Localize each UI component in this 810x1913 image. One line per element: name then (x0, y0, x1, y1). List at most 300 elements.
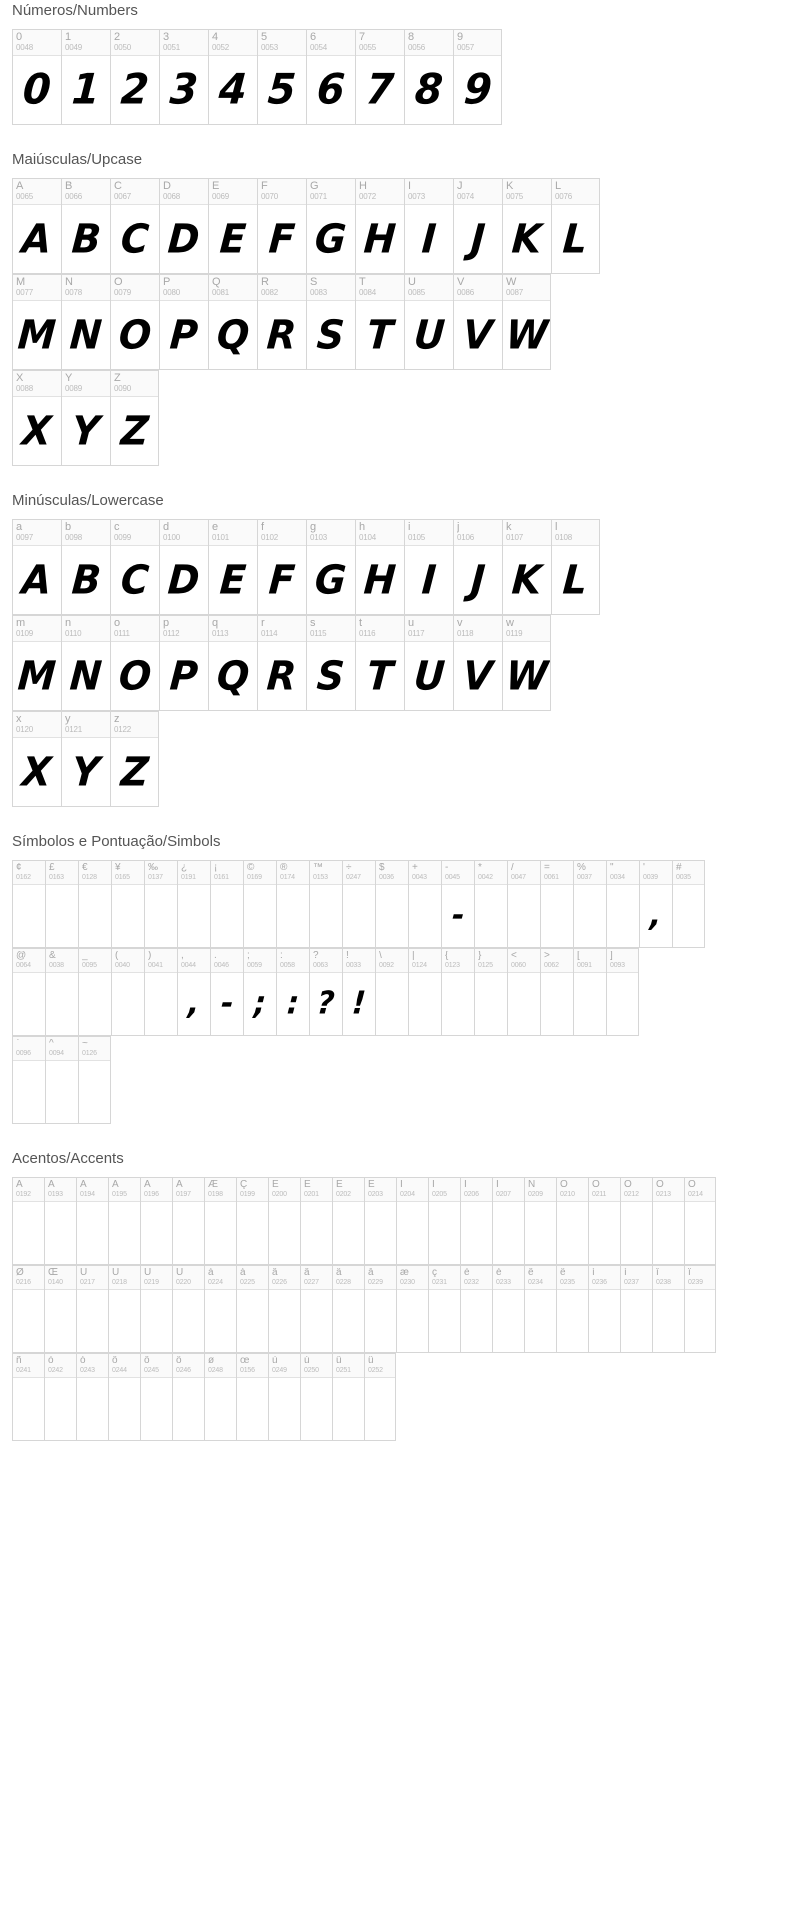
glyph-cell[interactable] (12, 860, 45, 948)
glyph-code-label: 0118 (457, 629, 474, 638)
glyph-char-label: é (496, 1268, 502, 1278)
glyph-cell[interactable] (61, 615, 110, 711)
glyph-char-label: J (457, 181, 463, 192)
glyph-char-label: î (656, 1268, 659, 1278)
glyph-cell[interactable] (44, 1353, 76, 1441)
glyph-char-label: y (65, 714, 71, 725)
glyph-cell[interactable] (428, 1265, 460, 1353)
glyph-cell[interactable] (404, 519, 453, 615)
glyph-char-label: Ç (240, 1180, 248, 1190)
glyph-cell-header (62, 520, 110, 546)
glyph-cell[interactable] (556, 1265, 588, 1353)
glyph-row (0, 1177, 810, 1265)
glyph-sample: - (219, 985, 235, 1022)
glyph-cell[interactable] (61, 519, 110, 615)
glyph-preview (13, 546, 61, 614)
glyph-cell[interactable] (620, 1265, 652, 1353)
glyph-cell[interactable] (257, 29, 306, 125)
glyph-cell[interactable] (159, 519, 208, 615)
glyph-cell[interactable] (355, 274, 404, 370)
glyph-cell[interactable] (268, 1177, 300, 1265)
glyph-cell[interactable] (243, 860, 276, 948)
glyph-cell[interactable] (332, 1177, 364, 1265)
glyph-cell-header (405, 520, 453, 546)
glyph-cell[interactable] (45, 860, 78, 948)
glyph-cell[interactable] (684, 1177, 716, 1265)
glyph-preview (607, 973, 638, 1035)
glyph-preview (111, 301, 159, 369)
glyph-cell[interactable] (404, 178, 453, 274)
glyph-code-label: 0251 (336, 1367, 351, 1374)
glyph-cell[interactable] (453, 178, 502, 274)
glyph-cell[interactable] (111, 860, 144, 948)
glyph-char-label: b (65, 522, 72, 533)
glyph-cell[interactable] (588, 1177, 620, 1265)
glyph-preview (211, 973, 243, 1035)
glyph-cell[interactable] (620, 1177, 652, 1265)
glyph-code-label: 0229 (368, 1279, 383, 1286)
glyph-cell[interactable] (110, 29, 159, 125)
glyph-cell[interactable] (300, 1353, 332, 1441)
glyph-cell[interactable] (524, 1265, 556, 1353)
glyph-char-label: : (280, 951, 283, 961)
glyph-cell[interactable] (606, 948, 639, 1036)
glyph-cell[interactable] (144, 948, 177, 1036)
glyph-sample: 9 (461, 65, 494, 115)
glyph-cell[interactable] (502, 519, 551, 615)
glyph-cell[interactable] (540, 948, 573, 1036)
glyph-cell[interactable] (208, 29, 257, 125)
glyph-preview (301, 1378, 332, 1440)
glyph-code-label: 0035 (676, 874, 691, 881)
glyph-cell[interactable] (474, 948, 507, 1036)
glyph-preview (307, 546, 355, 614)
glyph-sample: T (365, 652, 395, 700)
glyph-cell-header (503, 616, 550, 642)
glyph-cell[interactable] (12, 29, 61, 125)
glyph-code-label: 0064 (16, 962, 31, 969)
glyph-cell-header (237, 1178, 268, 1202)
glyph-sample: U (411, 652, 447, 700)
glyph-cell[interactable] (159, 615, 208, 711)
glyph-cell[interactable] (507, 860, 540, 948)
glyph-code-label: 0247 (346, 874, 361, 881)
glyph-code-label: 0046 (214, 962, 229, 969)
glyph-cell[interactable] (45, 1036, 78, 1124)
glyph-preview (62, 397, 110, 465)
glyph-cell[interactable] (502, 178, 551, 274)
glyph-preview (552, 205, 599, 273)
glyph-cell[interactable] (12, 948, 45, 1036)
glyph-cell[interactable] (110, 711, 159, 807)
glyph-cell[interactable] (408, 948, 441, 1036)
glyph-code-label: 0120 (16, 725, 33, 734)
glyph-cell[interactable] (159, 29, 208, 125)
glyph-cell[interactable] (588, 1265, 620, 1353)
glyph-cell[interactable] (44, 1265, 76, 1353)
glyph-cell[interactable] (110, 178, 159, 274)
glyph-char-label: C (114, 181, 122, 192)
glyph-cell[interactable] (306, 519, 355, 615)
glyph-char-label: Ê (336, 1180, 343, 1190)
glyph-section (0, 833, 810, 1124)
glyph-cell[interactable] (606, 860, 639, 948)
glyph-sample: J (469, 215, 487, 263)
glyph-cell-header (301, 1266, 332, 1290)
glyph-char-label: L (555, 181, 562, 192)
glyph-cell[interactable] (12, 1353, 44, 1441)
glyph-cell[interactable] (159, 274, 208, 370)
glyph-cell[interactable] (236, 1265, 268, 1353)
glyph-cell[interactable] (342, 860, 375, 948)
glyph-cell[interactable] (355, 615, 404, 711)
glyph-cell[interactable] (268, 1353, 300, 1441)
glyph-cell[interactable] (110, 615, 159, 711)
glyph-cell[interactable] (375, 948, 408, 1036)
glyph-preview (621, 1202, 652, 1264)
glyph-char-label: ç (432, 1268, 437, 1278)
glyph-code-label: 0125 (478, 962, 493, 969)
glyph-cell[interactable] (204, 1265, 236, 1353)
glyph-cell[interactable] (355, 519, 404, 615)
glyph-char-label: ó (80, 1356, 86, 1366)
glyph-code-label: 0033 (346, 962, 361, 969)
glyph-cell[interactable] (78, 948, 111, 1036)
glyph-sample: G (313, 556, 349, 604)
glyph-cell-header (525, 1178, 556, 1202)
glyph-cell-header (409, 861, 441, 885)
glyph-char-label: Å (176, 1180, 183, 1190)
glyph-sample: S (315, 652, 347, 700)
glyph-cell[interactable] (453, 274, 502, 370)
glyph-cell[interactable] (140, 1177, 172, 1265)
glyph-cell[interactable] (332, 1265, 364, 1353)
glyph-cell[interactable] (111, 948, 144, 1036)
glyph-cell[interactable] (108, 1177, 140, 1265)
glyph-cell[interactable] (306, 274, 355, 370)
glyph-cell-header (79, 949, 111, 973)
glyph-cell[interactable] (684, 1265, 716, 1353)
glyph-cell[interactable] (172, 1177, 204, 1265)
glyph-cell[interactable] (364, 1177, 396, 1265)
glyph-cell-header (653, 1178, 684, 1202)
glyph-cell[interactable] (78, 860, 111, 948)
glyph-row (0, 274, 810, 370)
glyph-cell-header (307, 30, 355, 56)
glyph-cell[interactable] (364, 1353, 396, 1441)
glyph-cell[interactable] (492, 1177, 524, 1265)
glyph-cell[interactable] (12, 1177, 44, 1265)
glyph-code-label: 0225 (240, 1279, 255, 1286)
glyph-preview (356, 301, 404, 369)
glyph-sample: L (561, 556, 590, 604)
glyph-sample: F (267, 215, 297, 263)
glyph-cell[interactable] (12, 711, 61, 807)
glyph-code-label: 0197 (176, 1191, 191, 1198)
glyph-cell[interactable] (172, 1353, 204, 1441)
glyph-cell-header (429, 1266, 460, 1290)
glyph-preview (493, 1202, 524, 1264)
glyph-cell-header (277, 949, 309, 973)
glyph-char-label: 2 (114, 32, 121, 43)
glyph-cell[interactable] (12, 519, 61, 615)
glyph-cell[interactable] (236, 1177, 268, 1265)
glyph-cell[interactable] (61, 711, 110, 807)
glyph-cell[interactable] (172, 1265, 204, 1353)
glyph-char-label: Z (114, 373, 121, 384)
glyph-cell[interactable] (375, 860, 408, 948)
glyph-cell[interactable] (573, 860, 606, 948)
glyph-cell[interactable] (404, 615, 453, 711)
glyph-cell-header (307, 616, 355, 642)
glyph-code-label: 0052 (212, 43, 229, 52)
glyph-char-label: s (310, 618, 316, 629)
glyph-cell-header (237, 1266, 268, 1290)
glyph-sample: N (68, 652, 104, 700)
glyph-cell[interactable] (639, 860, 672, 948)
glyph-preview (237, 1202, 268, 1264)
glyph-code-label: 0063 (313, 962, 328, 969)
glyph-sample: Q (215, 311, 251, 359)
glyph-cell[interactable] (502, 615, 551, 711)
glyph-cell[interactable] (428, 1177, 460, 1265)
glyph-preview (557, 1202, 588, 1264)
glyph-cell[interactable] (404, 29, 453, 125)
glyph-cell[interactable] (441, 860, 474, 948)
glyph-sample: J (469, 556, 487, 604)
glyph-cell[interactable] (342, 948, 375, 1036)
glyph-cell[interactable] (306, 29, 355, 125)
glyph-preview (112, 885, 144, 947)
glyph-cell-header (145, 949, 177, 973)
glyph-cell[interactable] (110, 274, 159, 370)
glyph-char-label: 8 (408, 32, 415, 43)
glyph-cell[interactable] (110, 370, 159, 466)
glyph-cell[interactable] (404, 274, 453, 370)
glyph-preview (160, 546, 208, 614)
glyph-cell[interactable] (540, 860, 573, 948)
glyph-char-label: . (214, 951, 217, 961)
glyph-cell[interactable] (268, 1265, 300, 1353)
glyph-cell[interactable] (61, 370, 110, 466)
glyph-code-label: 0203 (368, 1191, 383, 1198)
glyph-cell[interactable] (208, 519, 257, 615)
glyph-cell[interactable] (453, 519, 502, 615)
glyph-char-label: ã (304, 1268, 310, 1278)
glyph-cell[interactable] (408, 860, 441, 948)
glyph-cell[interactable] (61, 178, 110, 274)
glyph-cell[interactable] (257, 178, 306, 274)
glyph-cell[interactable] (210, 948, 243, 1036)
glyph-sample: : (285, 985, 301, 1022)
glyph-cell[interactable] (12, 274, 61, 370)
glyph-row (0, 519, 810, 615)
glyph-cell-header (244, 861, 276, 885)
glyph-code-label: 0235 (560, 1279, 575, 1286)
glyph-cell[interactable] (44, 1177, 76, 1265)
glyph-cell[interactable] (243, 948, 276, 1036)
glyph-cell[interactable] (460, 1265, 492, 1353)
glyph-cell[interactable] (524, 1177, 556, 1265)
glyph-cell[interactable] (257, 615, 306, 711)
glyph-cell-header (173, 1178, 204, 1202)
glyph-code-label: 0039 (643, 874, 658, 881)
glyph-preview (62, 205, 110, 273)
glyph-code-label: 0078 (65, 288, 82, 297)
glyph-cell[interactable] (652, 1177, 684, 1265)
glyph-cell[interactable] (257, 519, 306, 615)
glyph-cell[interactable] (12, 370, 61, 466)
glyph-preview (77, 1290, 108, 1352)
glyph-char-label: w (506, 618, 514, 629)
glyph-cell[interactable] (204, 1353, 236, 1441)
glyph-cell[interactable] (208, 178, 257, 274)
glyph-cell[interactable] (396, 1265, 428, 1353)
glyph-cell[interactable] (204, 1177, 236, 1265)
glyph-cell-header (301, 1354, 332, 1378)
glyph-cell-header (301, 1178, 332, 1202)
glyph-cell[interactable] (210, 860, 243, 948)
glyph-cell[interactable] (672, 860, 705, 948)
glyph-cell[interactable] (12, 1036, 45, 1124)
glyph-cell[interactable] (177, 948, 210, 1036)
glyph-cell[interactable] (236, 1353, 268, 1441)
glyph-code-label: 0034 (610, 874, 625, 881)
glyph-cell[interactable] (76, 1177, 108, 1265)
glyph-cell[interactable] (276, 948, 309, 1036)
glyph-cell[interactable] (140, 1265, 172, 1353)
glyph-section (0, 0, 810, 125)
glyph-cell[interactable] (355, 178, 404, 274)
glyph-cell[interactable] (140, 1353, 172, 1441)
glyph-char-label: Ô (624, 1180, 632, 1190)
glyph-code-label: 0109 (16, 629, 33, 638)
glyph-cell[interactable] (276, 860, 309, 948)
glyph-cell[interactable] (556, 1177, 588, 1265)
glyph-cell[interactable] (355, 29, 404, 125)
glyph-cell[interactable] (332, 1353, 364, 1441)
glyph-cell[interactable] (208, 615, 257, 711)
glyph-cell[interactable] (12, 178, 61, 274)
glyph-cell[interactable] (507, 948, 540, 1036)
glyph-cell[interactable] (257, 274, 306, 370)
glyph-code-label: 0082 (261, 288, 278, 297)
glyph-cell[interactable] (12, 615, 61, 711)
glyph-preview (211, 885, 243, 947)
glyph-char-label: P (163, 277, 171, 288)
glyph-cell-header (13, 30, 61, 56)
glyph-preview (365, 1202, 396, 1264)
glyph-cell[interactable] (502, 274, 551, 370)
glyph-cell-header (461, 1178, 492, 1202)
glyph-cell-header (109, 1266, 140, 1290)
glyph-cell[interactable] (110, 519, 159, 615)
glyph-cell[interactable] (551, 519, 600, 615)
glyph-cell[interactable] (306, 615, 355, 711)
glyph-preview (173, 1378, 204, 1440)
glyph-cell[interactable] (61, 274, 110, 370)
glyph-char-label: É (304, 1180, 311, 1190)
glyph-cell[interactable] (144, 860, 177, 948)
glyph-cell[interactable] (78, 1036, 111, 1124)
glyph-cell[interactable] (396, 1177, 428, 1265)
glyph-cell[interactable] (573, 948, 606, 1036)
glyph-cell[interactable] (441, 948, 474, 1036)
glyph-cell[interactable] (76, 1265, 108, 1353)
glyph-cell-header (62, 179, 110, 205)
glyph-cell[interactable] (453, 29, 502, 125)
glyph-preview (62, 642, 110, 710)
glyph-cell[interactable] (208, 274, 257, 370)
glyph-cell[interactable] (76, 1353, 108, 1441)
glyph-cell[interactable] (453, 615, 502, 711)
glyph-cell[interactable] (61, 29, 110, 125)
glyph-cell[interactable] (492, 1265, 524, 1353)
glyph-cell[interactable] (364, 1265, 396, 1353)
glyph-code-label: 0250 (304, 1367, 319, 1374)
glyph-cell[interactable] (45, 948, 78, 1036)
glyph-row (0, 1036, 810, 1124)
glyph-char-label: Ë (368, 1180, 375, 1190)
glyph-cell[interactable] (108, 1353, 140, 1441)
glyph-char-label: Ù (80, 1268, 88, 1278)
glyph-sample: 8 (413, 65, 445, 115)
glyph-cell-header (13, 371, 61, 397)
glyph-preview (356, 642, 404, 710)
glyph-cell[interactable] (12, 1265, 44, 1353)
glyph-code-label: 0112 (163, 629, 180, 638)
glyph-cell-header (653, 1266, 684, 1290)
glyph-code-label: 0202 (336, 1191, 351, 1198)
glyph-cell[interactable] (652, 1265, 684, 1353)
glyph-code-label: 0206 (464, 1191, 479, 1198)
glyph-cell[interactable] (300, 1265, 332, 1353)
glyph-cell[interactable] (108, 1265, 140, 1353)
glyph-cell-header (503, 179, 551, 205)
glyph-preview (178, 885, 210, 947)
glyph-code-label: 0105 (408, 533, 425, 542)
glyph-cell[interactable] (309, 948, 342, 1036)
glyph-sample: L (561, 215, 590, 263)
glyph-cell-header (77, 1266, 108, 1290)
glyph-preview (45, 1202, 76, 1264)
glyph-code-label: 0092 (379, 962, 394, 969)
glyph-cell[interactable] (300, 1177, 332, 1265)
glyph-char-label: 4 (212, 32, 219, 43)
glyph-cell-header (405, 616, 453, 642)
glyph-preview (13, 642, 61, 710)
glyph-char-label: á (240, 1268, 246, 1278)
glyph-sample: W (503, 652, 550, 700)
glyph-preview (405, 56, 453, 124)
glyph-cell-header (205, 1178, 236, 1202)
glyph-cell[interactable] (306, 178, 355, 274)
glyph-cell-header (45, 1266, 76, 1290)
glyph-cell[interactable] (460, 1177, 492, 1265)
glyph-sample: Q (215, 652, 251, 700)
glyph-cell[interactable] (309, 860, 342, 948)
glyph-preview (160, 301, 208, 369)
glyph-cell[interactable] (159, 178, 208, 274)
glyph-preview (111, 205, 159, 273)
glyph-cell[interactable] (474, 860, 507, 948)
glyph-cell[interactable] (177, 860, 210, 948)
glyph-code-label: 0216 (16, 1279, 31, 1286)
glyph-preview (13, 885, 45, 947)
glyph-char-label: O (114, 277, 123, 288)
glyph-cell-header (258, 275, 306, 301)
glyph-cell[interactable] (551, 178, 600, 274)
